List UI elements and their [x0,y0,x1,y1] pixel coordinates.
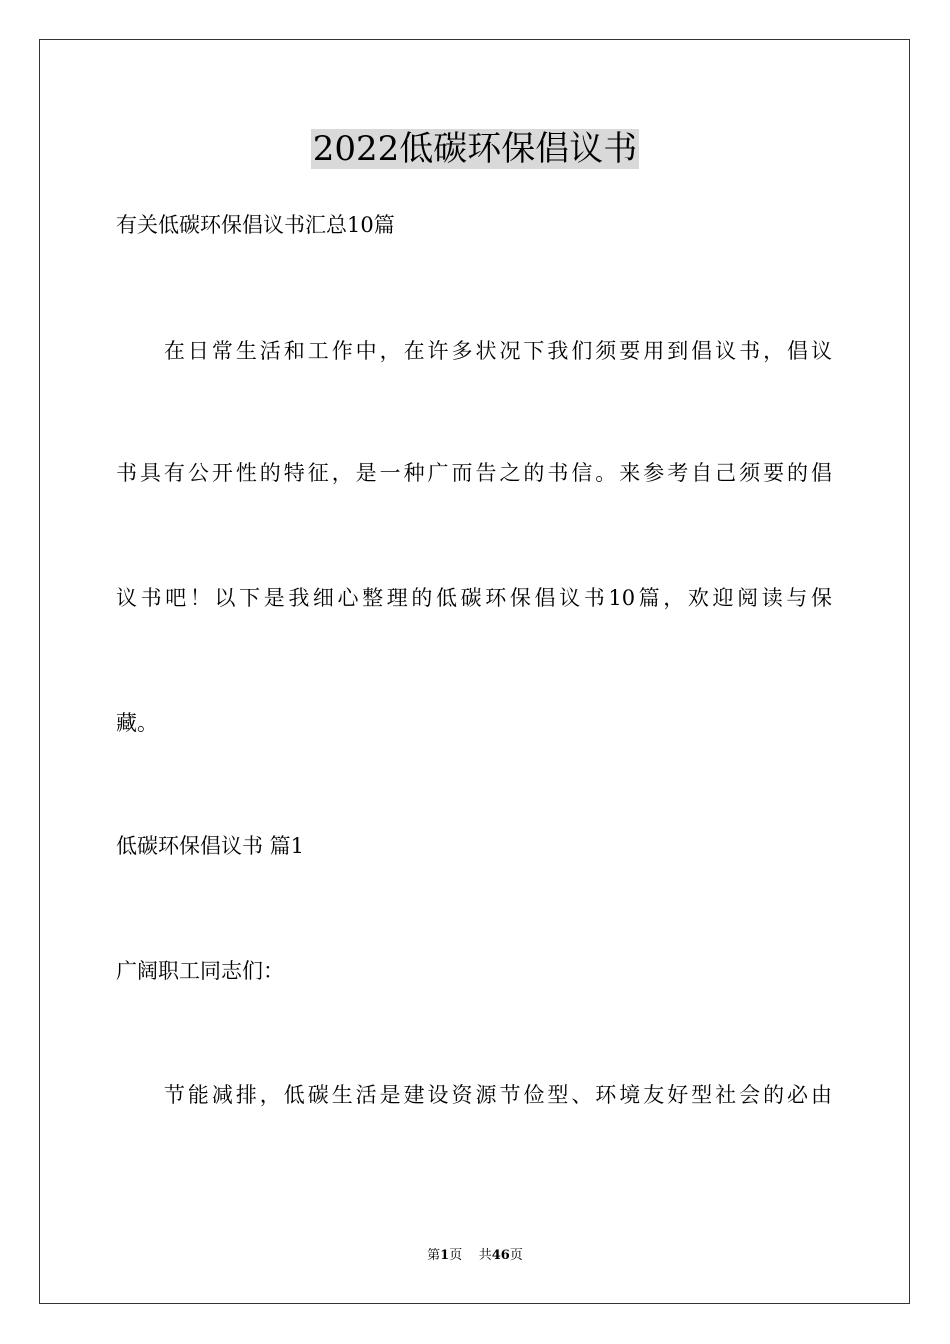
page-footer [0,1247,950,1265]
footer-total-number: 46 [491,1248,510,1263]
paragraph-line: 节能减排，低碳生活是建设资源节俭型、环境友好型社会的必由 [116,1083,832,1107]
footer-total-suffix: 页 [509,1248,523,1263]
footer-page-suffix: 页 [449,1248,463,1263]
section-heading: 低碳环保倡议书 篇1 [116,834,305,858]
paragraph-line: 在日常生活和工作中，在许多状况下我们须要用到倡议书，倡议 [116,339,832,363]
document-title [0,128,950,170]
document-title-text: 2022低碳环保倡议书 [312,129,638,169]
paragraph-line: 藏。 [116,711,158,735]
footer-page-number: 1 [440,1248,450,1263]
paragraph-line: 书具有公开性的特征，是一种广而告之的书信。来参考自己须要的倡 [116,461,832,485]
footer-total-prefix: 共 [478,1248,492,1263]
paragraph-line: 议书吧！以下是我细心整理的低碳环保倡议书10篇，欢迎阅读与保 [116,586,832,610]
footer-page-prefix: 第 [427,1248,441,1263]
salutation-line: 广阔职工同志们： [116,959,284,983]
subtitle-line: 有关低碳环保倡议书汇总10篇 [116,213,395,237]
